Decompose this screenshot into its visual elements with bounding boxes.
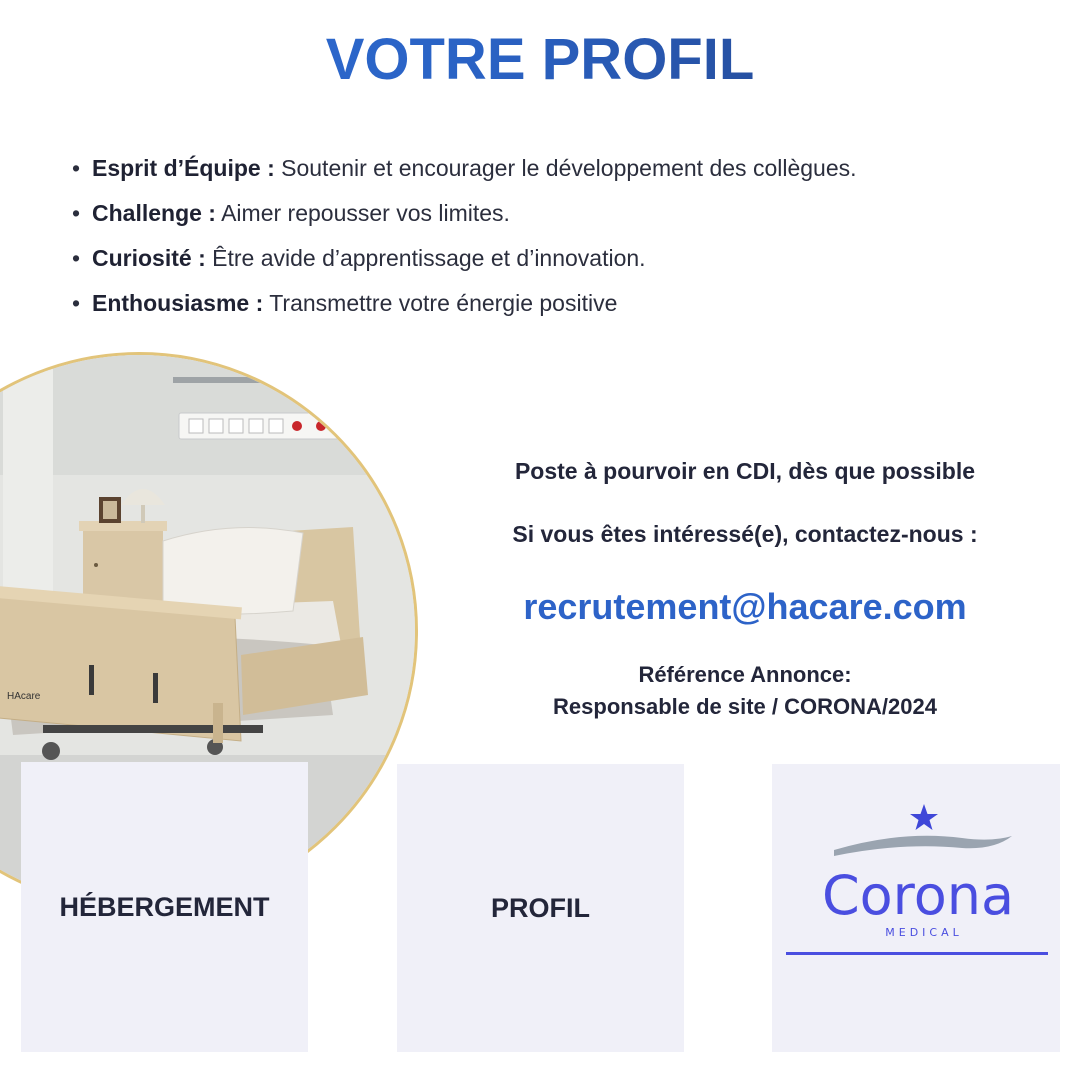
card-hebergement[interactable] — [21, 762, 308, 1052]
card-label: HÉBERGEMENT — [59, 891, 270, 922]
corona-medical-logo-card — [772, 764, 1060, 1052]
logo-name: Corona — [821, 864, 1015, 927]
page-title: VOTRE PROFIL — [0, 26, 1080, 93]
trait-text: Être avide d’apprentissage et d’innovation. — [205, 245, 646, 271]
logo-tagline: MEDICAL — [885, 926, 963, 939]
trait-list — [72, 146, 1052, 326]
trait-text: Soutenir et encourager le développement des collègues. — [274, 155, 857, 181]
list-item — [72, 236, 1052, 281]
list-item — [72, 146, 1052, 191]
star-icon — [910, 804, 938, 830]
reference-value: Responsable de site / CORONA/2024 — [553, 694, 937, 719]
bullet: • — [72, 290, 81, 316]
bullet: • — [72, 245, 81, 271]
bullet: • — [72, 155, 81, 181]
card-label: PROFIL — [491, 892, 590, 923]
card-profil[interactable] — [397, 764, 684, 1052]
list-item — [72, 281, 1052, 326]
contact-email-link[interactable]: recrutement@hacare.com — [523, 586, 967, 627]
trait-term: Enthousiasme : — [92, 290, 264, 316]
logo-underline — [786, 952, 1048, 955]
contact-prompt: Si vous êtes intéressé(e), contactez-nous : — [512, 521, 978, 547]
bed-brand-label: HAcare — [7, 691, 41, 702]
trait-term: Curiosité : — [92, 245, 206, 271]
trait-term: Challenge : — [92, 200, 216, 226]
bullet: • — [72, 200, 81, 226]
list-item — [72, 191, 1052, 236]
corona-medical-logo — [772, 764, 1060, 1052]
job-type-text: Poste à pourvoir en CDI, dès que possible — [514, 458, 976, 484]
trait-text: Aimer repousser vos limites. — [215, 200, 510, 226]
reference-label: Référence Annonce: — [638, 662, 852, 687]
trait-term: Esprit d’Équipe : — [92, 155, 275, 181]
trait-text: Transmettre votre énergie positive — [263, 290, 618, 316]
swoosh-icon — [834, 836, 1012, 856]
